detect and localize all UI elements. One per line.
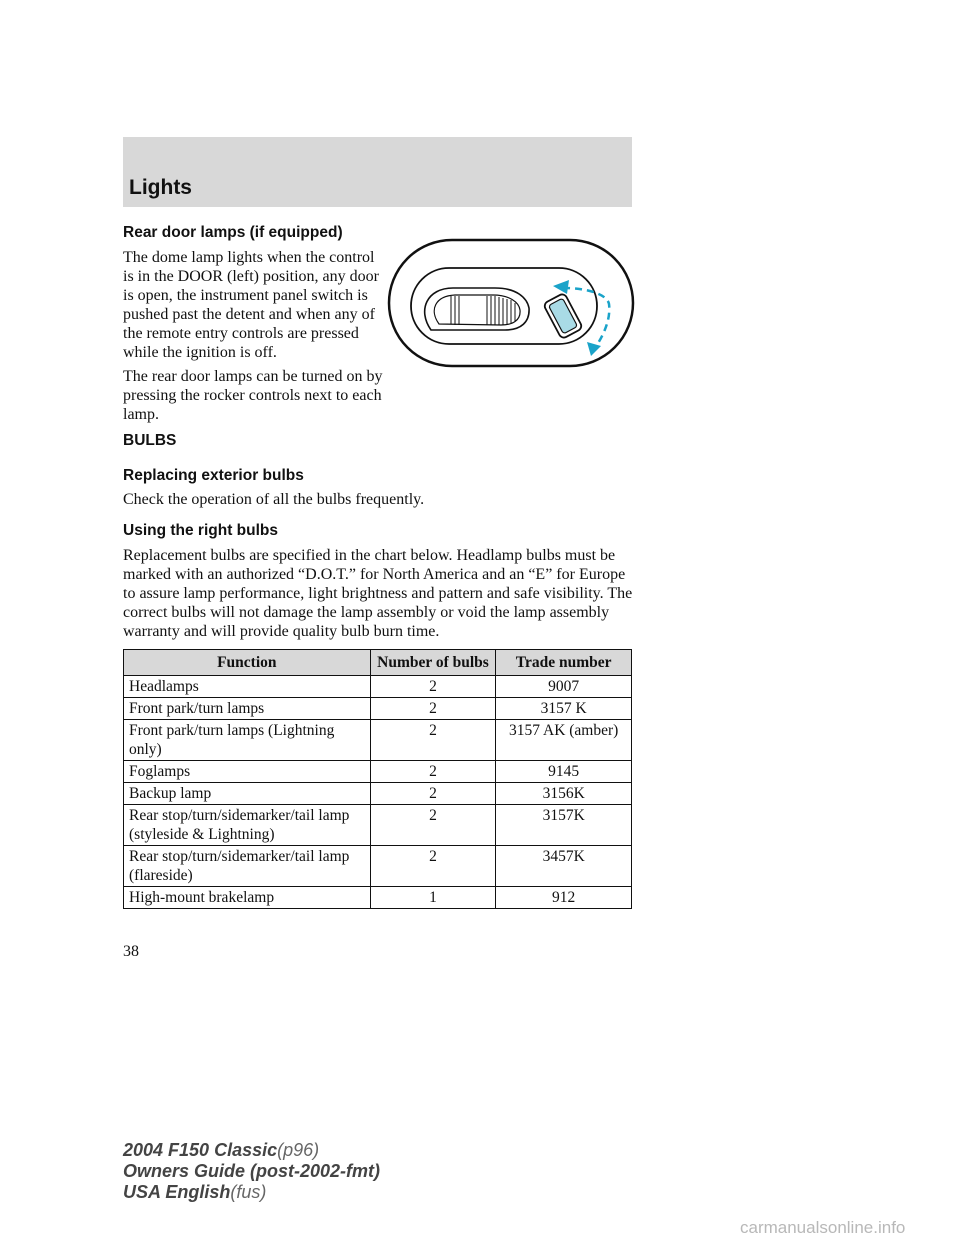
table-header-row [124,650,632,676]
page-number: 38 [123,943,139,960]
footer-line-language [123,1182,380,1203]
cell-trade-number: 3457K [496,846,632,887]
cell-function: High-mount brakelamp [124,887,371,909]
table-row [124,676,632,698]
cell-trade-number: 3156K [496,783,632,805]
footer-language: USA English [123,1182,231,1202]
cell-trade-number: 3157 K [496,698,632,720]
table-row [124,698,632,720]
footer-line-guide [123,1161,380,1182]
replacing-exterior-bulbs-heading: Replacing exterior bulbs [123,467,304,484]
cell-function: Foglamps [124,761,371,783]
section-title: Lights [129,176,192,199]
footer-model-name: 2004 F150 Classic [123,1140,278,1160]
cell-trade-number: 9007 [496,676,632,698]
column-header-number-of-bulbs: Number of bulbs [370,650,496,676]
using-right-bulbs-text: Replacement bulbs are specified in the chart below. Headlamp bulbs must be marked with an authorized “D.O.T.” for North America and an “E” for Europe to assure lamp performance, light brightness and pattern and safe visibility. The correct bulbs will not damage the lamp assembly or void the lamp assembly warranty and will provide quality bulb burn time. [123,547,633,640]
rear-door-paragraph-2: The rear door lamps can be turned on by pressing the rocker controls next to each lamp. [123,368,383,423]
using-right-bulbs-heading: Using the right bulbs [123,522,278,539]
cell-count: 2 [370,676,496,698]
cell-trade-number: 912 [496,887,632,909]
cell-trade-number: 9145 [496,761,632,783]
cell-function: Front park/turn lamps (Lightning only) [124,720,371,761]
table-row [124,783,632,805]
cell-count: 2 [370,720,496,761]
footer-model-code: (p96) [277,1140,320,1160]
cell-count: 2 [370,761,496,783]
cell-count: 2 [370,805,496,846]
document-footer [123,1140,380,1203]
footer-guide-name: Owners Guide (post-2002-fmt) [123,1161,381,1181]
dome-lamp-lens [425,288,529,330]
table-row [124,761,632,783]
replacing-exterior-bulbs-text: Check the operation of all the bulbs frequently. [123,491,425,508]
table-row [124,720,632,761]
cell-count: 2 [370,698,496,720]
table-row [124,805,632,846]
cell-count: 1 [370,887,496,909]
cell-count: 2 [370,783,496,805]
footer-line-model [123,1140,380,1161]
cell-function: Backup lamp [124,783,371,805]
column-header-trade-number: Trade number [496,650,632,676]
table-row [124,846,632,887]
cell-function: Front park/turn lamps [124,698,371,720]
cell-function: Rear stop/turn/sidemarker/tail lamp (flareside) [124,846,371,887]
cell-function: Headlamps [124,676,371,698]
rear-door-paragraph-1: The dome lamp lights when the control is in the DOOR (left) position, any door is open, the instrument panel switch is pushed past the detent and when any of the remote entry controls are pressed while the ignition is off. [123,249,379,361]
column-header-function: Function [124,650,371,676]
bulb-specification-table [123,649,632,909]
cell-trade-number: 3157K [496,805,632,846]
watermark-text: carmanualsonline.info [740,1218,906,1237]
bulbs-heading: BULBS [123,432,177,449]
cell-trade-number: 3157 AK (amber) [496,720,632,761]
dome-lamp-control-illustration [387,238,635,386]
cell-function: Rear stop/turn/sidemarker/tail lamp (styleside & Lightning) [124,805,371,846]
rear-door-heading: Rear door lamps (if equipped) [123,224,343,241]
table-row [124,887,632,909]
footer-language-code: (fus) [230,1182,267,1202]
cell-count: 2 [370,846,496,887]
section-header-band [123,137,632,207]
